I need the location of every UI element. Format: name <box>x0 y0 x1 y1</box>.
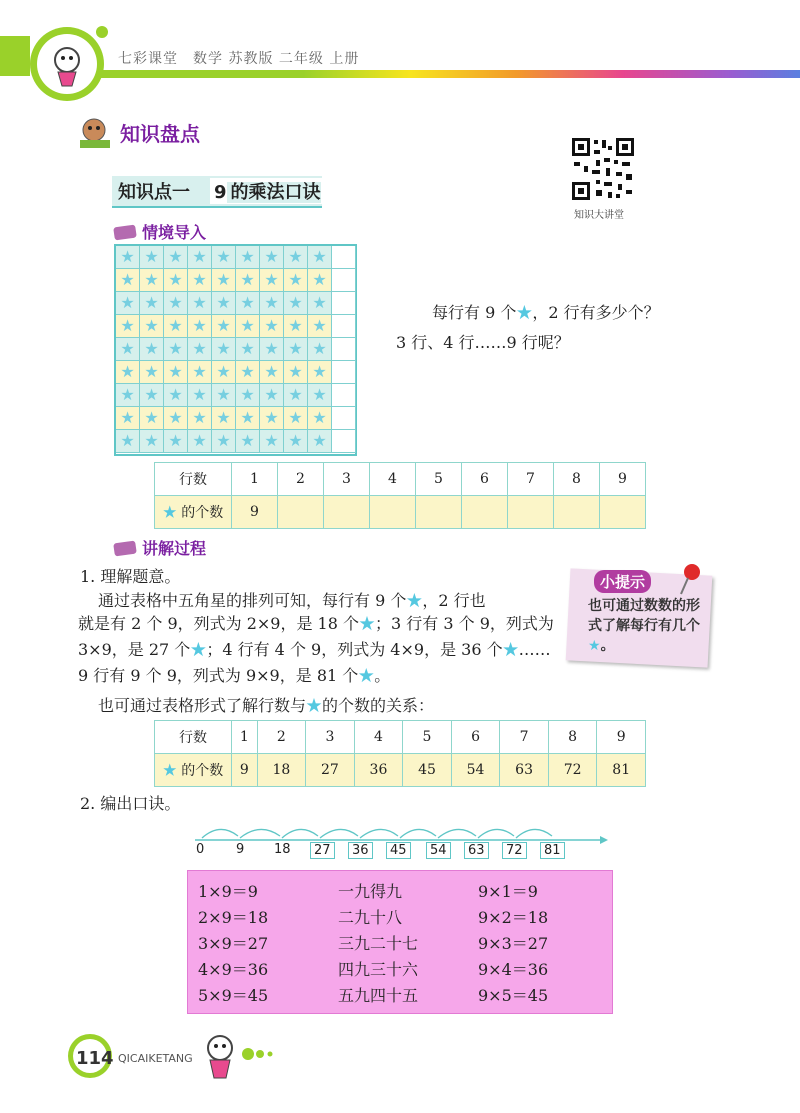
header-title: 七彩课堂 数学 苏教版 二年级 上册 <box>118 51 360 67</box>
mult-rev: 9×1＝9 <box>478 882 538 901</box>
star-icon: ★ <box>284 361 308 384</box>
star-icon: ★ <box>162 763 177 779</box>
row-number-cell: 5 <box>403 721 452 754</box>
star-icon: ★ <box>358 666 375 685</box>
star-icon: ★ <box>284 315 308 338</box>
star-icon: ★ <box>212 430 236 453</box>
number-line-boxed-value: 72 <box>502 842 527 859</box>
qr-code-icon[interactable] <box>570 136 636 202</box>
star-icon: ★ <box>308 407 332 430</box>
star-icon: ★ <box>162 505 177 521</box>
star-icon: ★ <box>516 303 533 322</box>
page-number: 114 <box>76 1048 114 1069</box>
star-icon: ★ <box>212 338 236 361</box>
rows-table-blank <box>154 462 646 529</box>
star-count-cell <box>416 496 462 529</box>
star-icon: ★ <box>308 292 332 315</box>
intro-question-line1: 每行有 9 个★，2 行有多少个？ <box>432 303 660 322</box>
star-icon: ★ <box>212 361 236 384</box>
para1-line3: 3×9，是 27 个★；4 行有 4 个 9，列式为 4×9，是 36 个★…… <box>78 640 551 659</box>
process-heading: 讲解过程 <box>114 536 206 559</box>
header-bar <box>0 0 800 80</box>
star-icon: ★ <box>284 292 308 315</box>
empty-cell <box>332 338 356 361</box>
star-icon: ★ <box>140 269 164 292</box>
star-icon: ★ <box>116 246 140 269</box>
star-icon: ★ <box>164 430 188 453</box>
star-icon: ★ <box>164 338 188 361</box>
row-number-cell: 7 <box>508 463 554 496</box>
star-icon: ★ <box>308 430 332 453</box>
mult-eq: 2×9＝18 <box>198 908 269 927</box>
star-icon: ★ <box>188 338 212 361</box>
pencil-case-icon <box>113 541 137 557</box>
mult-rhyme: 三九二十七 <box>338 934 419 953</box>
star-icon: ★ <box>212 315 236 338</box>
star-count-cell: 45 <box>403 754 452 787</box>
row-number-cell: 9 <box>597 721 646 754</box>
star-icon: ★ <box>116 269 140 292</box>
mult-rev: 9×5＝45 <box>478 986 549 1005</box>
star-icon: ★ <box>284 407 308 430</box>
star-icon: ★ <box>164 315 188 338</box>
star-icon: ★ <box>116 384 140 407</box>
number-line-value: 18 <box>274 842 291 857</box>
star-icon: ★ <box>236 269 260 292</box>
star-count-cell: 36 <box>354 754 403 787</box>
star-icon: ★ <box>164 361 188 384</box>
para1-line2: 就是有 2 个 9，列式为 2×9，是 18 个★；3 行有 3 个 9，列式为 <box>78 614 554 633</box>
star-icon: ★ <box>284 338 308 361</box>
row-number-cell: 1 <box>232 721 258 754</box>
star-icon: ★ <box>188 315 212 338</box>
star-icon: ★ <box>260 384 284 407</box>
empty-cell <box>332 407 356 430</box>
number-line-boxed-value: 81 <box>540 842 565 859</box>
para2: 也可通过表格形式了解行数与★的个数的关系： <box>98 696 435 715</box>
mult-rhyme: 二九十八 <box>338 908 403 927</box>
star-icon: ★ <box>140 384 164 407</box>
star-icon: ★ <box>188 292 212 315</box>
star-grid-row <box>116 292 355 315</box>
star-icon: ★ <box>236 430 260 453</box>
section-mascot-icon <box>76 116 114 150</box>
star-icon: ★ <box>284 430 308 453</box>
star-icon: ★ <box>212 269 236 292</box>
star-icon: ★ <box>164 269 188 292</box>
star-icon: ★ <box>284 384 308 407</box>
number-line-boxed-value: 27 <box>310 842 335 859</box>
step1-label: 1. 理解题意。 <box>80 567 181 586</box>
star-icon: ★ <box>212 246 236 269</box>
star-grid-row <box>116 430 355 453</box>
row-number-cell: 9 <box>600 463 646 496</box>
star-icon: ★ <box>212 407 236 430</box>
star-count-cell: 9 <box>232 754 258 787</box>
row-number-cell: 7 <box>500 721 549 754</box>
star-icon: ★ <box>116 292 140 315</box>
star-icon: ★ <box>588 638 601 654</box>
mult-eq: 1×9＝9 <box>198 882 258 901</box>
multiplication-rhyme-table <box>187 870 613 1014</box>
number-line-boxed-value: 63 <box>464 842 489 859</box>
rows-table-filled <box>154 720 646 787</box>
row-number-cell: 2 <box>278 463 324 496</box>
star-icon: ★ <box>116 338 140 361</box>
star-icon: ★ <box>140 407 164 430</box>
star-icon: ★ <box>236 361 260 384</box>
star-grid-row <box>116 407 355 430</box>
row-number-cell: 6 <box>451 721 500 754</box>
star-count-cell: 72 <box>548 754 597 787</box>
star-count-cell: 81 <box>597 754 646 787</box>
star-icon: ★ <box>308 246 332 269</box>
star-grid-row <box>116 269 355 292</box>
star-count-cell <box>462 496 508 529</box>
empty-cell <box>332 269 356 292</box>
star-icon: ★ <box>190 640 207 659</box>
section-title: 知识盘点 <box>120 122 200 146</box>
mult-rhyme: 五九四十五 <box>338 986 419 1005</box>
star-icon: ★ <box>188 269 212 292</box>
star-grid-row <box>116 384 355 407</box>
tip-text: 也可通过数数的形式了解每行有几个★。 <box>588 598 700 654</box>
number-line-boxed-value: 45 <box>386 842 411 859</box>
star-count-cell <box>554 496 600 529</box>
mult-rev: 9×4＝36 <box>478 960 549 979</box>
qr-caption: 知识大讲堂 <box>574 210 624 221</box>
empty-cell <box>332 292 356 315</box>
star-icon: ★ <box>236 292 260 315</box>
star-icon: ★ <box>406 591 423 610</box>
mult-rev: 9×3＝27 <box>478 934 549 953</box>
star-icon: ★ <box>308 361 332 384</box>
star-icon: ★ <box>308 338 332 361</box>
star-icon: ★ <box>260 430 284 453</box>
star-icon: ★ <box>116 315 140 338</box>
row-number-cell: 5 <box>416 463 462 496</box>
star-icon: ★ <box>188 430 212 453</box>
star-icon: ★ <box>212 384 236 407</box>
star-count-cell <box>278 496 324 529</box>
number-line-value: 0 <box>196 842 205 857</box>
star-icon: ★ <box>188 407 212 430</box>
empty-cell <box>332 430 356 453</box>
star-count-cell <box>508 496 554 529</box>
star-count-header: ★ 的个数 <box>155 754 232 787</box>
star-icon: ★ <box>260 361 284 384</box>
star-icon: ★ <box>284 269 308 292</box>
para1-line1: 通过表格中五角星的排列可知，每行有 9 个★，2 行也 <box>98 591 486 610</box>
star-grid-row <box>116 246 355 269</box>
step2-label: 2. 编出口诀。 <box>80 794 181 813</box>
star-grid <box>114 244 357 456</box>
star-icon: ★ <box>284 246 308 269</box>
intro-heading: 情境导入 <box>114 220 206 243</box>
mult-eq: 3×9＝27 <box>198 934 269 953</box>
empty-cell <box>332 315 356 338</box>
mascot-logo-icon <box>22 22 112 102</box>
row-number-cell: 3 <box>306 721 355 754</box>
star-count-cell <box>370 496 416 529</box>
star-icon: ★ <box>140 361 164 384</box>
pencil-case-icon <box>113 225 137 241</box>
star-count-cell <box>324 496 370 529</box>
empty-cell <box>332 384 356 407</box>
star-icon: ★ <box>140 292 164 315</box>
star-count-cell: 27 <box>306 754 355 787</box>
star-icon: ★ <box>308 384 332 407</box>
star-icon: ★ <box>140 315 164 338</box>
para1-line4: 9 行有 9 个 9，列式为 9×9，是 81 个★。 <box>78 666 391 685</box>
empty-cell <box>332 361 356 384</box>
star-icon: ★ <box>236 246 260 269</box>
star-count-cell <box>600 496 646 529</box>
star-icon: ★ <box>212 292 236 315</box>
row-number-cell: 3 <box>324 463 370 496</box>
number-line-boxed-value: 54 <box>426 842 451 859</box>
star-count-cell: 9 <box>232 496 278 529</box>
star-grid-row <box>116 315 355 338</box>
mult-eq: 5×9＝45 <box>198 986 269 1005</box>
row-number-cell: 2 <box>257 721 306 754</box>
number-line-boxed-value: 36 <box>348 842 373 859</box>
intro-question-line2: 3 行、4 行……9 行呢？ <box>396 333 570 352</box>
star-icon: ★ <box>260 338 284 361</box>
tip-title: 小提示 <box>594 570 651 593</box>
star-icon: ★ <box>164 407 188 430</box>
star-icon: ★ <box>236 384 260 407</box>
row-number-cell: 8 <box>548 721 597 754</box>
mult-rhyme: 一九得九 <box>338 882 403 901</box>
star-icon: ★ <box>502 640 519 659</box>
star-icon: ★ <box>260 292 284 315</box>
star-count-cell: 18 <box>257 754 306 787</box>
row-number-cell: 8 <box>554 463 600 496</box>
footer-mascot-icon <box>196 1030 286 1084</box>
mult-eq: 4×9＝36 <box>198 960 269 979</box>
star-icon: ★ <box>188 246 212 269</box>
star-icon: ★ <box>236 315 260 338</box>
row-number-cell: 6 <box>462 463 508 496</box>
star-icon: ★ <box>260 269 284 292</box>
pushpin-icon <box>678 562 704 596</box>
star-icon: ★ <box>236 407 260 430</box>
knowledge-point-number: 9 的乘法口诀 <box>210 178 325 204</box>
star-icon: ★ <box>260 246 284 269</box>
row-number-cell: 1 <box>232 463 278 496</box>
star-icon: ★ <box>164 384 188 407</box>
row-number-cell: 4 <box>370 463 416 496</box>
star-icon: ★ <box>308 269 332 292</box>
star-count-cell: 54 <box>451 754 500 787</box>
star-icon: ★ <box>306 696 323 715</box>
empty-cell <box>332 246 356 269</box>
row-header: 行数 <box>155 721 232 754</box>
star-icon: ★ <box>308 315 332 338</box>
star-icon: ★ <box>236 338 260 361</box>
footer-brand: QICAIKETANG <box>118 1052 193 1065</box>
star-icon: ★ <box>359 614 376 633</box>
star-icon: ★ <box>188 384 212 407</box>
star-icon: ★ <box>260 407 284 430</box>
star-icon: ★ <box>140 338 164 361</box>
star-icon: ★ <box>164 292 188 315</box>
star-icon: ★ <box>188 361 212 384</box>
star-icon: ★ <box>260 315 284 338</box>
row-number-cell: 4 <box>354 721 403 754</box>
mult-rhyme: 四九三十六 <box>338 960 419 979</box>
mult-rev: 9×2＝18 <box>478 908 549 927</box>
star-grid-row <box>116 338 355 361</box>
star-icon: ★ <box>140 246 164 269</box>
row-header: 行数 <box>155 463 232 496</box>
star-icon: ★ <box>164 246 188 269</box>
knowledge-point-label: 知识点一 <box>118 182 190 203</box>
star-count-cell: 63 <box>500 754 549 787</box>
star-count-header: ★ 的个数 <box>155 496 232 529</box>
star-icon: ★ <box>116 430 140 453</box>
star-icon: ★ <box>116 361 140 384</box>
number-line-value: 9 <box>236 842 245 857</box>
star-grid-row <box>116 361 355 384</box>
star-icon: ★ <box>116 407 140 430</box>
star-icon: ★ <box>140 430 164 453</box>
